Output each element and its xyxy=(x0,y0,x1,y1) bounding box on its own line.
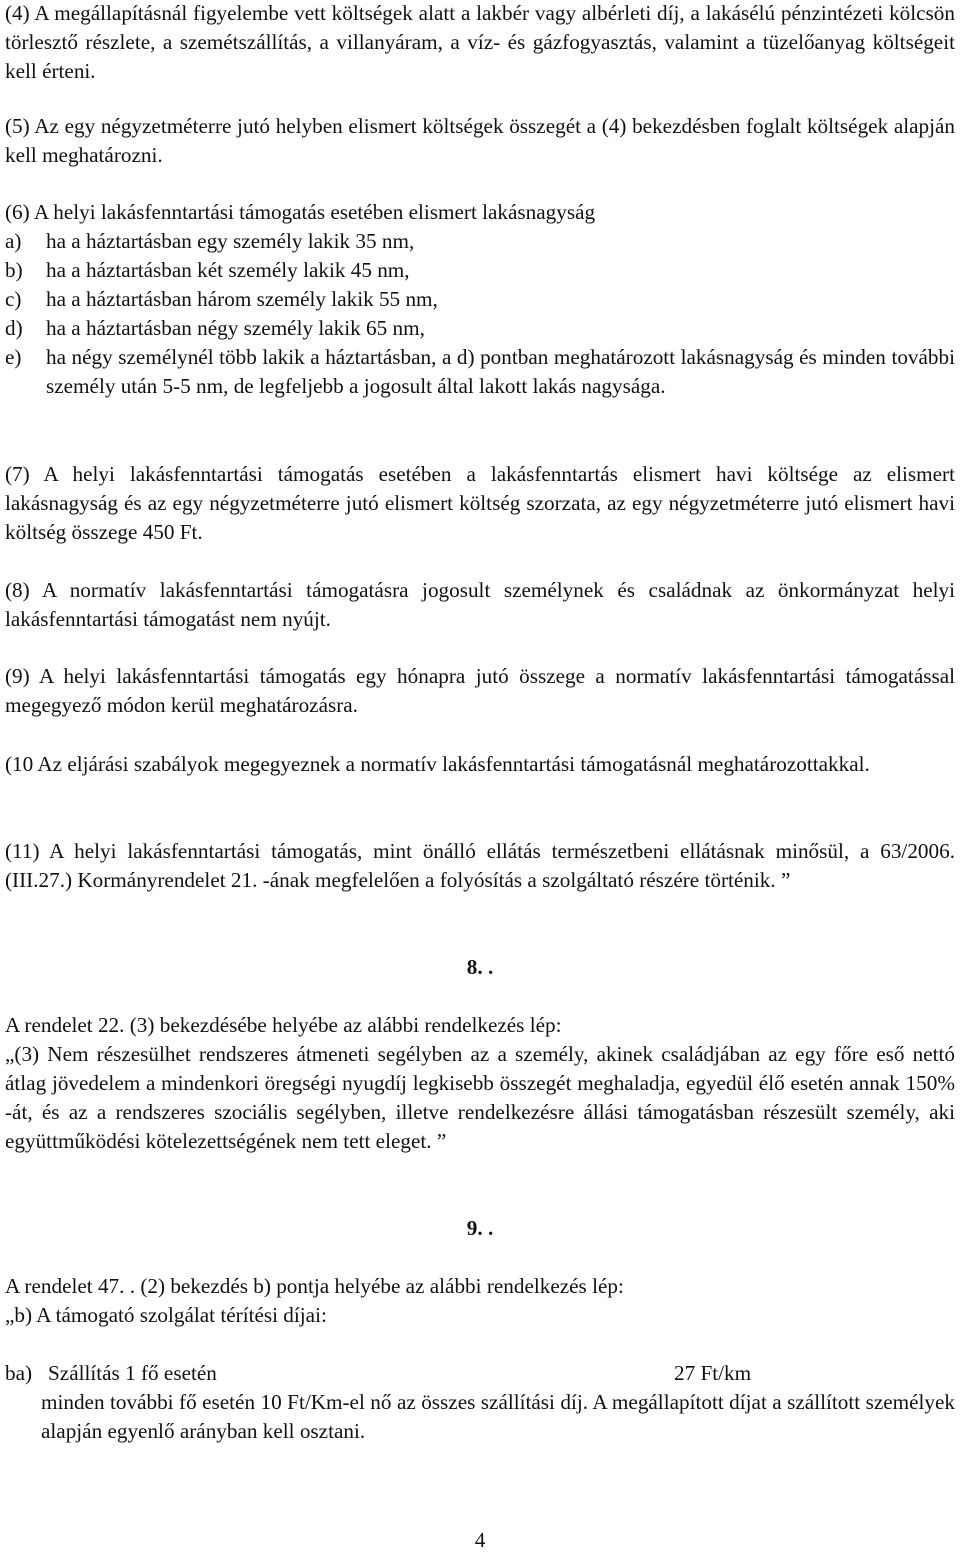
paragraph-7: (7) A helyi lakásfenntartási támogatás esetében a lakásfenntartás elismert havi költsége az elismert lakásnagyság és az egy négyzetméterre jutó elismert költség szorzata, az egy négyzetméterre jutó elismert havi költség összege 450 Ft. xyxy=(5,462,955,544)
list-item-label: b) xyxy=(5,258,23,282)
paragraph-5: (5) Az egy négyzetméterre jutó helyben elismert költségek összegét a (4) bekezdésben foglalt költségek alapján kell meghatározni. xyxy=(5,114,955,167)
section-8-body: „(3) Nem részesülhet rendszeres átmeneti segélyben az a személy, akinek családjában az egy főre eső nettó átlag jövedelem a mindenkori öregségi nyugdíj legkisebb összegét meghaladja, egyedül élő esetén annak 150% -át, és az a rendszeres szociális segélyben, illetve rendelkezésre állási támogatásban részesült személy, aki együttműködési kötelezettségének nem tett eleget. ” xyxy=(5,1042,955,1153)
list-item-label: c) xyxy=(5,287,22,311)
list-item-text: ha a háztartásban két személy lakik 45 nm, xyxy=(46,258,410,282)
section-8-heading: 8. . xyxy=(466,955,494,979)
list-item-text: ha a háztartásban három személy lakik 55 nm, xyxy=(46,287,438,311)
section-9-subtitle: „b) A támogató szolgálat térítési díjai: xyxy=(5,1303,327,1327)
list-item xyxy=(5,314,955,343)
section-9-heading: 9. . xyxy=(466,1216,494,1240)
fee-row xyxy=(5,1359,955,1388)
list-item-text: ha a háztartásban négy személy lakik 65 nm, xyxy=(46,316,425,340)
list-item xyxy=(5,227,955,256)
fee-amount: 27 Ft/km xyxy=(674,1361,752,1385)
list-item xyxy=(5,343,955,401)
section-8-intro: A rendelet 22. (3) bekezdésébe helyébe az alábbi rendelkezés lép: xyxy=(5,1013,562,1037)
section-9-intro: A rendelet 47. . (2) bekezdés b) pontja helyébe az alábbi rendelkezés lép: xyxy=(5,1274,624,1298)
fee-note: minden további fő esetén 10 Ft/Km-el nő az összes szállítási díj. A megállapított díjat a szállított személyek alapján egyenlő arányban kell osztani. xyxy=(41,1390,955,1443)
paragraph-6-intro: (6) A helyi lakásfenntartási támogatás esetében elismert lakásnagyság xyxy=(5,200,596,224)
paragraph-4: (4) A megállapításnál figyelembe vett költségek alatt a lakbér vagy albérleti díj, a lakásélú pénzintézeti kölcsön törlesztő részlete, a szemétszállítás, a villanyáram, a víz- és gázfogyasztás, valamint a tüzelőanyag költségeit kell érteni. xyxy=(5,1,955,83)
size-list xyxy=(5,227,955,401)
paragraph-10: (10 Az eljárási szabályok megegyeznek a normatív lakásfenntartási támogatásnál meghatározottakkal. xyxy=(5,752,870,776)
list-item-text: ha négy személynél több lakik a háztartásban, a d) pontban meghatározott lakásnagyság és minden további személy után 5-5 nm, de legfeljebb a jogosult által lakott lakás nagysága. xyxy=(46,345,955,398)
list-item-label: a) xyxy=(5,229,22,253)
page-number: 4 xyxy=(474,1528,486,1552)
list-item-text: ha a háztartásban egy személy lakik 35 nm, xyxy=(46,229,415,253)
paragraph-6 xyxy=(5,198,955,401)
paragraph-11: (11) A helyi lakásfenntartási támogatás, mint önálló ellátás természetbeni ellátásnak minősül, a 63/2006. (III.27.) Kormányrendelet 21. -ának megfelelően a folyósítás a szolgáltató részére történik. ” xyxy=(5,839,955,892)
list-item xyxy=(5,285,955,314)
list-item xyxy=(5,256,955,285)
list-item-label: e) xyxy=(5,345,22,369)
list-item-label: d) xyxy=(5,316,23,340)
fee-label: ba) xyxy=(5,1361,33,1385)
paragraph-9: (9) A helyi lakásfenntartási támogatás egy hónapra jutó összege a normatív lakásfenntartási támogatással megegyező módon kerül meghatározásra. xyxy=(5,664,955,717)
paragraph-8: (8) A normatív lakásfenntartási támogatásra jogosult személynek és családnak az önkormányzat helyi lakásfenntartási támogatást nem nyújt. xyxy=(5,578,955,631)
fee-description: Szállítás 1 fő esetén xyxy=(48,1361,217,1385)
